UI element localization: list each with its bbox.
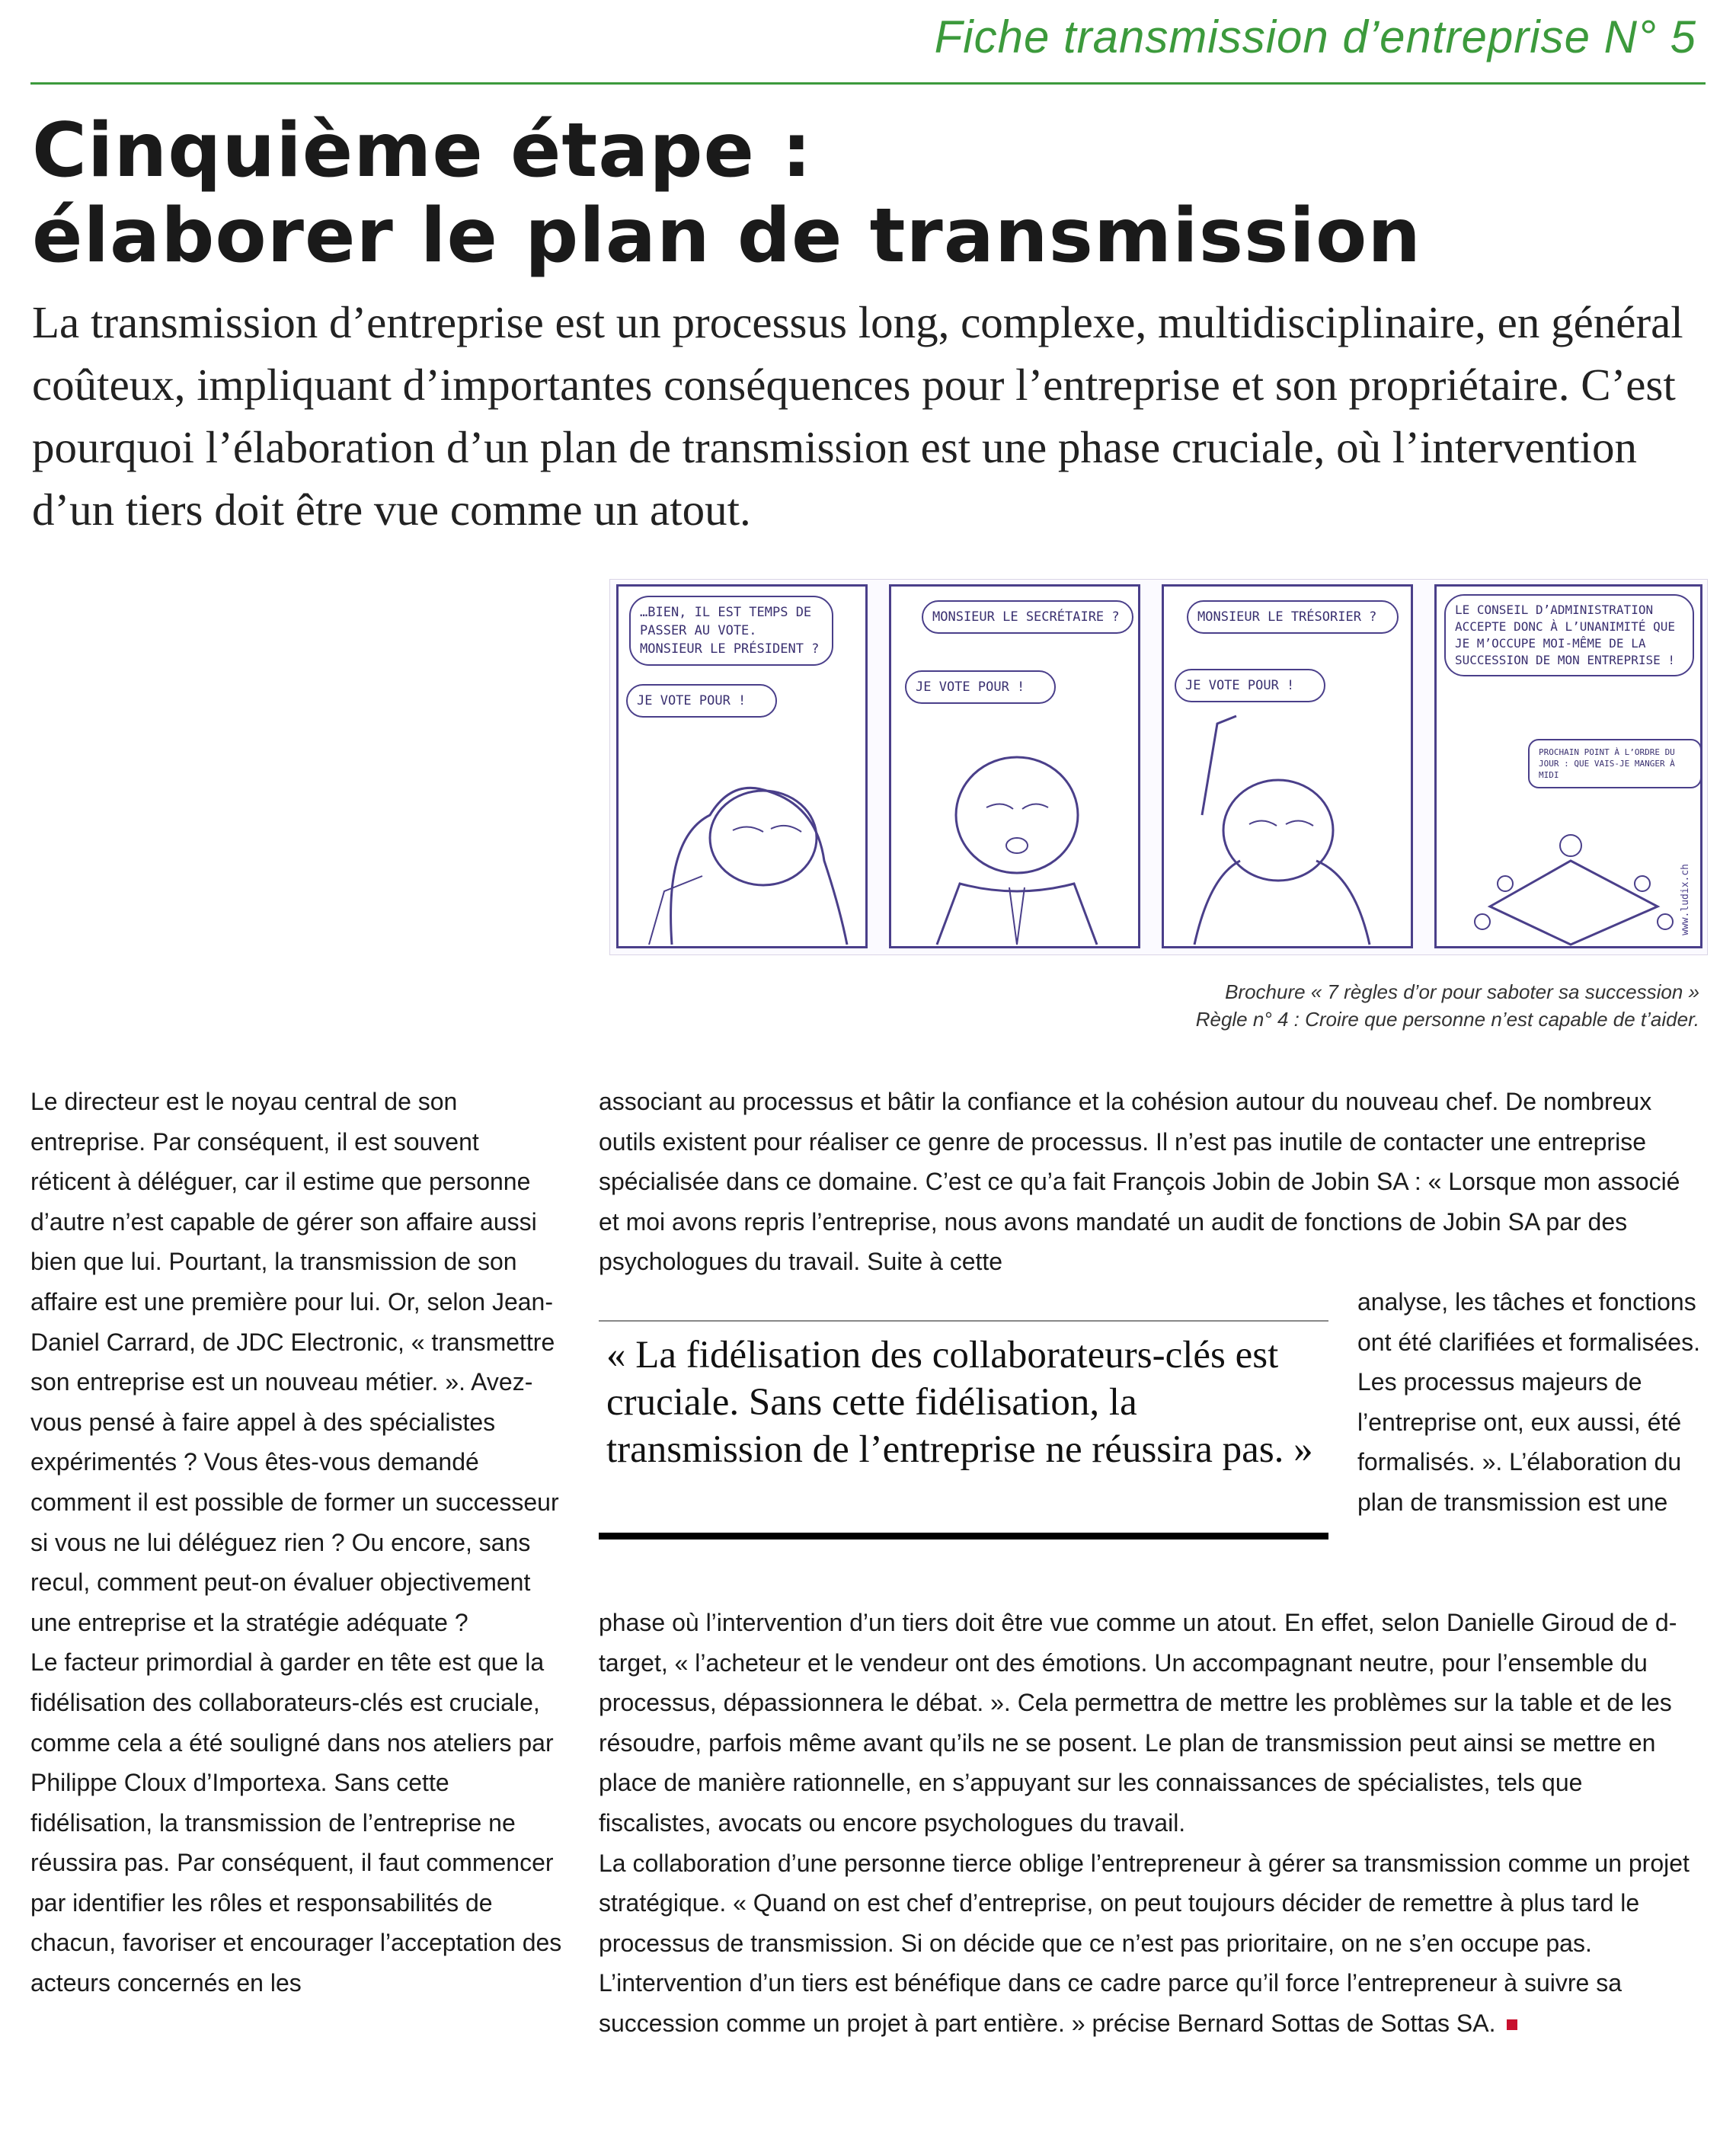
pull-quote-bottom-rule xyxy=(599,1533,1328,1540)
speech-bubble: MONSIEUR LE SECRÉTAIRE ? xyxy=(922,600,1133,634)
body-paragraph-final xyxy=(599,1843,1696,2044)
lead-paragraph: La transmission d’entreprise est un processus long, complexe, multidisciplinaire, en général coûteux, impliquant d’importantes conséquences pour l’entreprise et son propriétaire. C’est pourquoi l’élaboration d’un plan de transmission est une phase cruciale, où l’intervention d’un tiers doit être vue comme un atout. xyxy=(32,297,1683,535)
comic-caption xyxy=(1196,978,1699,1033)
body-paragraph: analyse, les tâches et fonctions ont été clarifiées et formalisées. Les processus majeurs de l’entreprise ont, eux aussi, été formalisés. ». L’élaboration du plan de transmission est une xyxy=(1357,1288,1700,1516)
right-column-bottom xyxy=(599,1603,1696,2044)
comic-panel-3 xyxy=(1162,584,1413,948)
title-line-2: élaborer le plan de transmission xyxy=(32,193,1422,280)
speech-bubble: …BIEN, IL EST TEMPS DE PASSER AU VOTE. MONSIEUR LE PRÉSIDENT ? xyxy=(629,596,833,666)
character-drawing-icon xyxy=(891,587,1140,948)
header-rule xyxy=(30,82,1706,85)
left-column xyxy=(30,1082,564,2003)
comic-strip xyxy=(609,579,1708,955)
caption-line-2: Règle n° 4 : Croire que personne n’est capable de t’aider. xyxy=(1195,1008,1699,1031)
fiche-label: Fiche transmission d’entreprise N° 5 xyxy=(934,11,1696,62)
end-mark-icon xyxy=(1507,2019,1517,2030)
caption-line-1: Brochure « 7 règles d’or pour saboter sa succession » xyxy=(1225,980,1699,1003)
comic-panel-1 xyxy=(616,584,868,948)
speech-bubble: JE VOTE POUR ! xyxy=(1175,669,1325,702)
thought-bubble: PROCHAIN POINT À L’ORDRE DU JOUR : QUE VAIS-JE MANGER À MIDI xyxy=(1528,739,1702,788)
body-paragraph: Le directeur est le noyau central de son entreprise. Par conséquent, il est souvent réticent à déléguer, car il estime que personne d’autre n’est capable de gérer son affaire aussi bien que lui. Pourtant, la transmission de son affaire est une première pour lui. Or, selon Jean-Daniel Carrard, de JDC Electronic, « transmettre son entreprise est un nouveau métier. ». Avez-vous pensé à faire appel à des spécialistes expérimentés ? Vous êtes-vous demandé comment il est possible de former un successeur si vous ne lui déléguez rien ? Ou encore, sans recul, comment peut-on évaluer objectivement une entreprise et la stratégie adéquate ? xyxy=(30,1088,559,1636)
final-paragraph-text: La collaboration d’une personne tierce oblige l’entrepreneur à gérer sa transmission comme un projet stratégique. « Quand on est chef d’entreprise, on peut toujours décider de remettre à plus tard le processus de transmission. Si on décide que ce n’est pas prioritaire, on ne s’en occupe pas. L’intervention d’un tiers est bénéfique dans ce cadre parce qu’il force l’entrepreneur à suivre sa succession comme un projet à part entière. » précise Bernard Sottas de Sottas SA. xyxy=(599,1849,1690,2037)
comic-credit: www.ludix.ch xyxy=(1680,864,1691,935)
speech-bubble: JE VOTE POUR ! xyxy=(626,684,777,718)
character-drawing-icon xyxy=(1164,587,1413,948)
right-column-top xyxy=(599,1082,1696,1282)
comic-panel-4 xyxy=(1434,584,1702,948)
body-paragraph: associant au processus et bâtir la confiance et la cohésion autour du nouveau chef. De nombreux outils existent pour réaliser ce genre de processus. Il n’est pas inutile de contacter une entreprise spécialisée dans ce domaine. C’est ce qu’a fait François Jobin de Jobin SA : « Lorsque mon associé et moi avons repris l’entreprise, nous avons mandaté un audit de fonctions de Jobin SA par des psychologues du travail. Suite à cette xyxy=(599,1088,1680,1276)
pull-quote: « La fidélisation des collaborateurs-clés est cruciale. Sans cette fidélisation, la transmission de l’entreprise ne réussira pas. » xyxy=(606,1334,1313,1471)
speech-bubble: JE VOTE POUR ! xyxy=(905,670,1056,704)
pull-quote-top-rule xyxy=(599,1320,1328,1322)
body-paragraph: phase où l’intervention d’un tiers doit être vue comme un atout. En effet, selon Danielle Giroud de d-target, « l’acheteur et le vendeur ont des émotions. Un accompagnant neutre, pour l’ensemble du processus, dépassionnera le débat. ». Cela permettra de mettre les problèmes sur la table et de les résoudre, parfois même avant qu’ils ne se posent. Le plan de transmission peut ainsi se mettre en place de manière rationnelle, en s’appuyant sur les connaissances de spécialistes, tels que fiscalistes, avocats ou encore psychologues du travail. xyxy=(599,1609,1677,1837)
body-paragraph: Le facteur primordial à garder en tête est que la fidélisation des collaborateurs-clés est cruciale, comme cela a été souligné dans nos ateliers par Philippe Cloux d’Importexa. Sans cette fidélisation, la transmission de l’entreprise ne réussira pas. Par conséquent, il faut commencer par identifier les rôles et responsabilités de chacun, favoriser et encourager l’acceptation des acteurs concernés en les xyxy=(30,1648,562,1997)
speech-bubble: LE CONSEIL D’ADMINISTRATION ACCEPTE DONC À L’UNANIMITÉ QUE JE M’OCCUPE MOI-MÊME DE LA SUCCESSION DE MON ENTREPRISE ! xyxy=(1444,594,1694,676)
speech-bubble: MONSIEUR LE TRÉSORIER ? xyxy=(1187,600,1399,634)
comic-panel-2 xyxy=(889,584,1140,948)
title-line-1: Cinquième étape : xyxy=(32,107,813,194)
right-column-narrow xyxy=(1357,1282,1700,1523)
page-title xyxy=(32,108,1700,279)
